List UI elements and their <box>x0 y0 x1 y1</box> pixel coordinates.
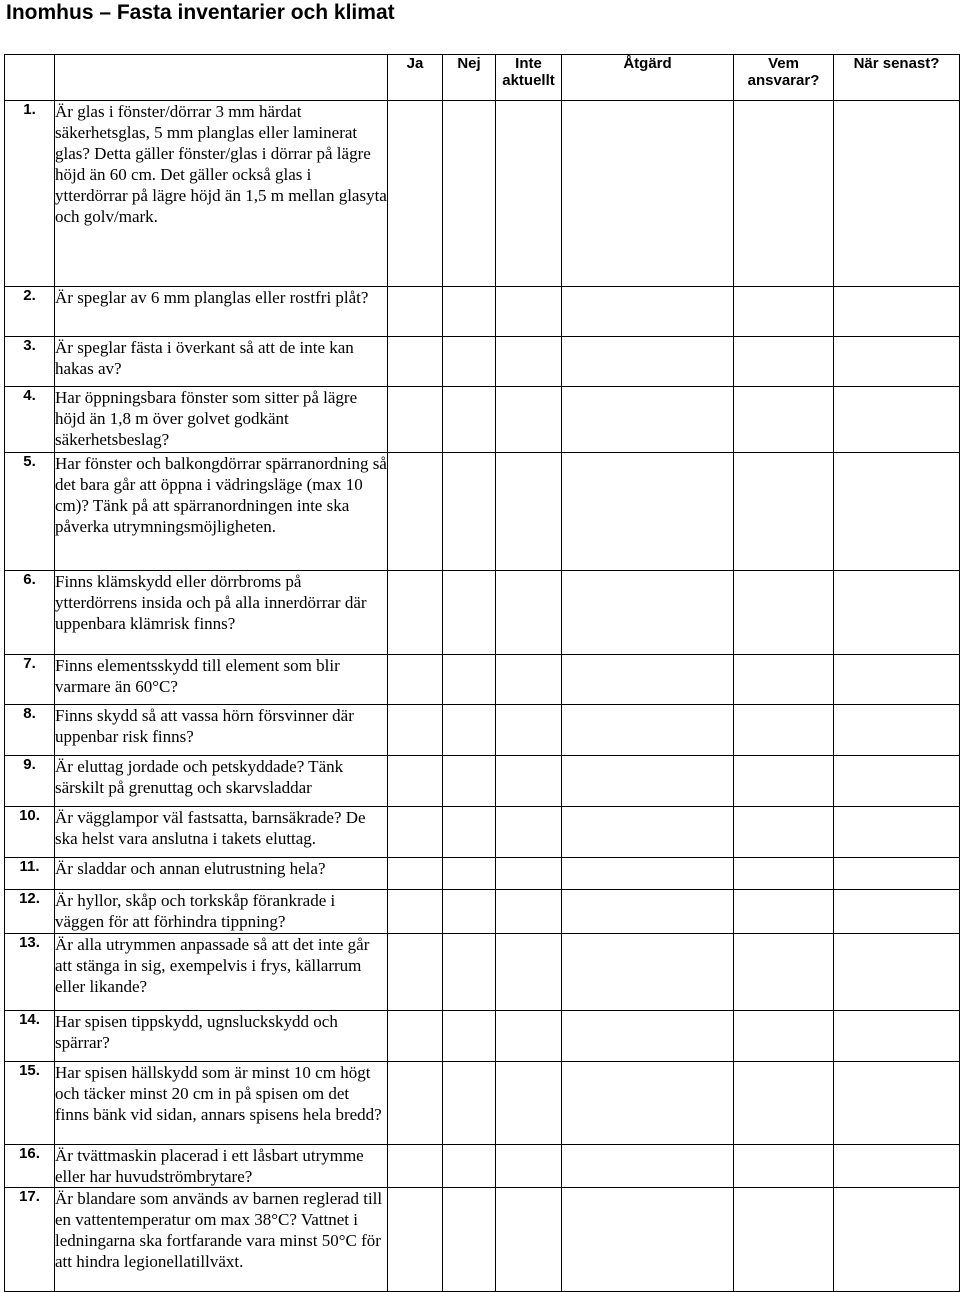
vem-ansvarar-cell[interactable] <box>734 387 834 453</box>
nej-cell[interactable] <box>443 934 496 1011</box>
inte-aktuellt-cell[interactable] <box>496 1188 562 1292</box>
inte-aktuellt-cell[interactable] <box>496 453 562 571</box>
vem-ansvarar-cell[interactable] <box>734 1011 834 1062</box>
atgard-cell[interactable] <box>562 655 734 705</box>
inte-aktuellt-cell[interactable] <box>496 571 562 655</box>
row-question: Är eluttag jordade och petskyddade? Tänk särskilt på grenuttag och skarvsladdar <box>55 756 388 807</box>
vem-ansvarar-cell[interactable] <box>734 934 834 1011</box>
nej-cell[interactable] <box>443 1188 496 1292</box>
nej-cell[interactable] <box>443 453 496 571</box>
atgard-cell[interactable] <box>562 756 734 807</box>
nej-cell[interactable] <box>443 890 496 934</box>
row-question: Finns elementsskydd till element som blir varmare än 60°C? <box>55 655 388 705</box>
nej-cell[interactable] <box>443 1011 496 1062</box>
vem-ansvarar-cell[interactable] <box>734 101 834 287</box>
vem-ansvarar-cell[interactable] <box>734 705 834 756</box>
header-atgard: Åtgärd <box>562 55 734 101</box>
row-number: 4. <box>5 387 55 453</box>
checklist-table <box>4 54 960 1292</box>
table-row <box>5 1011 960 1062</box>
vem-ansvarar-cell[interactable] <box>734 1062 834 1145</box>
vem-ansvarar-cell[interactable] <box>734 287 834 337</box>
nar-senast-cell[interactable] <box>834 287 960 337</box>
ja-cell[interactable] <box>388 858 443 890</box>
nej-cell[interactable] <box>443 756 496 807</box>
ja-cell[interactable] <box>388 571 443 655</box>
header-ja: Ja <box>388 55 443 101</box>
ja-cell[interactable] <box>388 101 443 287</box>
nar-senast-cell[interactable] <box>834 1188 960 1292</box>
inte-aktuellt-cell[interactable] <box>496 1145 562 1188</box>
row-number: 3. <box>5 337 55 387</box>
inte-aktuellt-cell[interactable] <box>496 705 562 756</box>
nar-senast-cell[interactable] <box>834 1011 960 1062</box>
nar-senast-cell[interactable] <box>834 655 960 705</box>
nar-senast-cell[interactable] <box>834 1145 960 1188</box>
row-number: 17. <box>5 1188 55 1292</box>
ja-cell[interactable] <box>388 453 443 571</box>
table-row <box>5 858 960 890</box>
nar-senast-cell[interactable] <box>834 934 960 1011</box>
atgard-cell[interactable] <box>562 858 734 890</box>
inte-aktuellt-cell[interactable] <box>496 858 562 890</box>
row-question: Är sladdar och annan elutrustning hela? <box>55 858 388 890</box>
header-nar-senast: När senast? <box>834 55 960 101</box>
row-question: Är speglar fästa i överkant så att de inte kan hakas av? <box>55 337 388 387</box>
row-number: 2. <box>5 287 55 337</box>
atgard-cell[interactable] <box>562 1062 734 1145</box>
atgard-cell[interactable] <box>562 705 734 756</box>
row-number: 12. <box>5 890 55 934</box>
header-number <box>5 55 55 101</box>
row-number: 9. <box>5 756 55 807</box>
inte-aktuellt-cell[interactable] <box>496 287 562 337</box>
nej-cell[interactable] <box>443 571 496 655</box>
atgard-cell[interactable] <box>562 101 734 287</box>
ja-cell[interactable] <box>388 337 443 387</box>
table-row <box>5 756 960 807</box>
inte-aktuellt-cell[interactable] <box>496 1062 562 1145</box>
atgard-cell[interactable] <box>562 387 734 453</box>
ja-cell[interactable] <box>388 1188 443 1292</box>
atgard-cell[interactable] <box>562 890 734 934</box>
inte-aktuellt-cell[interactable] <box>496 756 562 807</box>
row-question: Har fönster och balkongdörrar spärranordning så det bara går att öppna i vädringsläge (max 10 cm)? Tänk på att spärranordningen inte ska påverka utrymningsmöjligheten. <box>55 453 388 571</box>
inte-aktuellt-cell[interactable] <box>496 337 562 387</box>
table-row <box>5 1062 960 1145</box>
atgard-cell[interactable] <box>562 337 734 387</box>
nej-cell[interactable] <box>443 1145 496 1188</box>
nej-cell[interactable] <box>443 337 496 387</box>
row-number: 8. <box>5 705 55 756</box>
atgard-cell[interactable] <box>562 1145 734 1188</box>
ja-cell[interactable] <box>388 287 443 337</box>
table-row <box>5 287 960 337</box>
ja-cell[interactable] <box>388 387 443 453</box>
table-row <box>5 337 960 387</box>
ja-cell[interactable] <box>388 756 443 807</box>
row-number: 16. <box>5 1145 55 1188</box>
page-title: Inomhus – Fasta inventarier och klimat <box>6 1 395 24</box>
vem-ansvarar-cell[interactable] <box>734 807 834 858</box>
ja-cell[interactable] <box>388 1145 443 1188</box>
nej-cell[interactable] <box>443 101 496 287</box>
table-row <box>5 934 960 1011</box>
table-row <box>5 571 960 655</box>
nej-cell[interactable] <box>443 858 496 890</box>
row-number: 7. <box>5 655 55 705</box>
row-number: 13. <box>5 934 55 1011</box>
inte-aktuellt-cell[interactable] <box>496 890 562 934</box>
nar-senast-cell[interactable] <box>834 387 960 453</box>
row-question: Är hyllor, skåp och torkskåp förankrade i väggen för att förhindra tippning? <box>55 890 388 934</box>
table-row <box>5 1145 960 1188</box>
nar-senast-cell[interactable] <box>834 101 960 287</box>
ja-cell[interactable] <box>388 1062 443 1145</box>
row-number: 5. <box>5 453 55 571</box>
nar-senast-cell[interactable] <box>834 807 960 858</box>
ja-cell[interactable] <box>388 705 443 756</box>
vem-ansvarar-cell[interactable] <box>734 890 834 934</box>
table-row <box>5 655 960 705</box>
inte-aktuellt-cell[interactable] <box>496 1011 562 1062</box>
row-number: 10. <box>5 807 55 858</box>
header-vem-ansvarar: Vem ansvarar? <box>734 55 834 101</box>
vem-ansvarar-cell[interactable] <box>734 453 834 571</box>
inte-aktuellt-cell[interactable] <box>496 101 562 287</box>
row-question: Är glas i fönster/dörrar 3 mm härdat säkerhetsglas, 5 mm planglas eller laminerat glas? Detta gäller fönster/glas i dörrar på lägre höjd än 60 cm. Det gäller också glas i ytterdörrar på lägre höjd än 1,5 m mellan glasyta och golv/mark. <box>55 101 388 287</box>
nej-cell[interactable] <box>443 287 496 337</box>
nar-senast-cell[interactable] <box>834 890 960 934</box>
vem-ansvarar-cell[interactable] <box>734 571 834 655</box>
nej-cell[interactable] <box>443 705 496 756</box>
atgard-cell[interactable] <box>562 287 734 337</box>
row-question: Är alla utrymmen anpassade så att det inte går att stänga in sig, exempelvis i frys, källarrum eller likande? <box>55 934 388 1011</box>
header-question <box>55 55 388 101</box>
row-number: 11. <box>5 858 55 890</box>
row-question: Finns skydd så att vassa hörn försvinner där uppenbar risk finns? <box>55 705 388 756</box>
nar-senast-cell[interactable] <box>834 1062 960 1145</box>
nar-senast-cell[interactable] <box>834 337 960 387</box>
nej-cell[interactable] <box>443 1062 496 1145</box>
vem-ansvarar-cell[interactable] <box>734 858 834 890</box>
row-question: Är blandare som används av barnen reglerad till en vattentemperatur om max 38°C? Vattnet i ledningarna ska fortfarande vara minst 50°C för att hindra legionellatillväxt. <box>55 1188 388 1292</box>
ja-cell[interactable] <box>388 934 443 1011</box>
inte-aktuellt-cell[interactable] <box>496 934 562 1011</box>
nar-senast-cell[interactable] <box>834 756 960 807</box>
ja-cell[interactable] <box>388 890 443 934</box>
ja-cell[interactable] <box>388 807 443 858</box>
nar-senast-cell[interactable] <box>834 453 960 571</box>
atgard-cell[interactable] <box>562 1188 734 1292</box>
nej-cell[interactable] <box>443 655 496 705</box>
vem-ansvarar-cell[interactable] <box>734 337 834 387</box>
nej-cell[interactable] <box>443 387 496 453</box>
row-number: 6. <box>5 571 55 655</box>
row-question: Är vägglampor väl fastsatta, barnsäkrade? De ska helst vara anslutna i takets eluttag. <box>55 807 388 858</box>
row-question: Finns klämskydd eller dörrbroms på ytterdörrens insida och på alla innerdörrar där uppenbara klämrisk finns? <box>55 571 388 655</box>
atgard-cell[interactable] <box>562 1011 734 1062</box>
row-question: Har spisen tippskydd, ugnsluckskydd och spärrar? <box>55 1011 388 1062</box>
nej-cell[interactable] <box>443 807 496 858</box>
row-number: 15. <box>5 1062 55 1145</box>
table-row <box>5 1188 960 1292</box>
nar-senast-cell[interactable] <box>834 705 960 756</box>
vem-ansvarar-cell[interactable] <box>734 655 834 705</box>
atgard-cell[interactable] <box>562 571 734 655</box>
nar-senast-cell[interactable] <box>834 858 960 890</box>
vem-ansvarar-cell[interactable] <box>734 1188 834 1292</box>
row-question: Har spisen hällskydd som är minst 10 cm högt och täcker minst 20 cm in på spisen om det finns bänk vid sidan, annars spisens hela bredd? <box>55 1062 388 1145</box>
header-inte-aktuellt: Inte aktuellt <box>496 55 562 101</box>
atgard-cell[interactable] <box>562 807 734 858</box>
atgard-cell[interactable] <box>562 934 734 1011</box>
atgard-cell[interactable] <box>562 453 734 571</box>
inte-aktuellt-cell[interactable] <box>496 387 562 453</box>
checklist-body <box>5 101 960 1292</box>
header-row <box>5 55 960 101</box>
row-question: Är tvättmaskin placerad i ett låsbart utrymme eller har huvudströmbrytare? <box>55 1145 388 1188</box>
vem-ansvarar-cell[interactable] <box>734 1145 834 1188</box>
row-number: 14. <box>5 1011 55 1062</box>
inte-aktuellt-cell[interactable] <box>496 807 562 858</box>
ja-cell[interactable] <box>388 655 443 705</box>
header-nej: Nej <box>443 55 496 101</box>
table-row <box>5 705 960 756</box>
inte-aktuellt-cell[interactable] <box>496 655 562 705</box>
table-row <box>5 387 960 453</box>
row-question: Har öppningsbara fönster som sitter på lägre höjd än 1,8 m över golvet godkänt säkerhetsbeslag? <box>55 387 388 453</box>
vem-ansvarar-cell[interactable] <box>734 756 834 807</box>
table-row <box>5 807 960 858</box>
table-row <box>5 890 960 934</box>
table-row <box>5 453 960 571</box>
nar-senast-cell[interactable] <box>834 571 960 655</box>
table-row <box>5 101 960 287</box>
row-number: 1. <box>5 101 55 287</box>
ja-cell[interactable] <box>388 1011 443 1062</box>
row-question: Är speglar av 6 mm planglas eller rostfri plåt? <box>55 287 388 337</box>
